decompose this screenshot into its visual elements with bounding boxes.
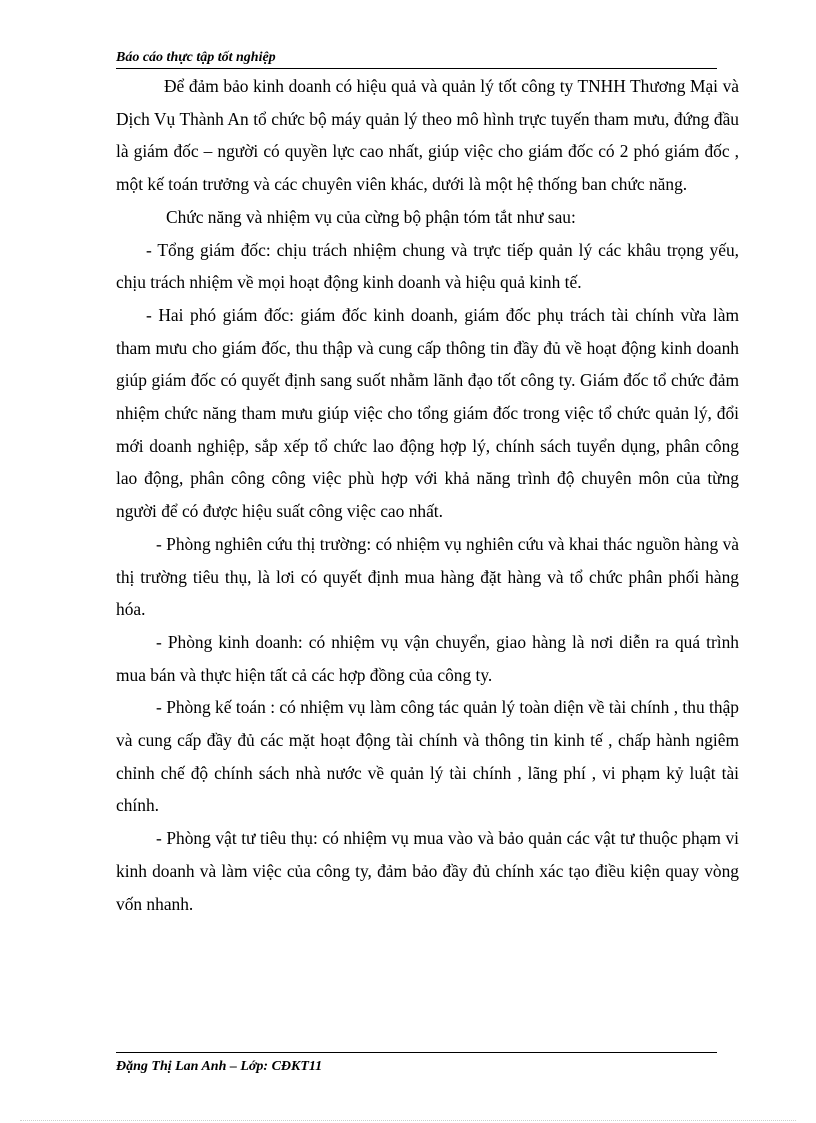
page-footer (116, 1052, 717, 1074)
author-line: Đặng Thị Lan Anh – Lớp: CĐKT11 (116, 1059, 323, 1074)
deputy-directors-paragraph: - Hai phó giám đốc: giám đốc kinh doanh, giám đốc phụ trách tài chính vừa làm tham mưu cho giám đốc, thu thập và cung cấp thông tin đầy đủ về hoạt động kinh doanh giúp giám đốc có quyết định sang suốt nhằm lãnh đạo tốt công ty. Giám đốc tổ chức đảm nhiệm chức năng tham mưu giúp việc cho tổng giám đốc trong việc tổ chức quản lý, đổi mới doanh nghiệp, sắp xếp tổ chức lao động hợp lý, chính sách tuyển dụng, phân công lao động, phân công công việc phù hợp với khả năng trình độ chuyên môn của từng người để có được hiệu suất công việc cao nhất. (116, 304, 739, 522)
business-dept-paragraph: - Phòng kinh doanh: có nhiệm vụ vận chuyển, giao hàng là nơi diễn ra quá trình mua bán và thực hiện tất cả các hợp đồng của công ty. (116, 631, 739, 685)
intro-paragraph: Để đảm bảo kinh doanh có hiệu quả và quản lý tốt công ty TNHH Thương Mại và Dịch Vụ Thành An tổ chức bộ máy quản lý theo mô hình trực tuyến tham mưu, đứng đầu là giám đốc – người có quyền lực cao nhất, giúp việc cho giám đốc có 2 phó giám đốc , một kế toán trưởng và các chuyên viên khác, dưới là một hệ thống ban chức năng. (116, 76, 739, 195)
accounting-dept-paragraph: - Phòng kế toán : có nhiệm vụ làm công tác quản lý toàn diện về tài chính , thu thập và cung cấp đầy đủ các mặt hoạt động tài chính và thông tin kinh tế , chấp hành ngiêm chỉnh chế độ chính sách nhà nước về quản lý tài chính , lãng phí , vi phạm kỷ luật tài chính. (116, 697, 739, 816)
market-research-dept-paragraph: - Phòng nghiên cứu thị trường: có nhiệm vụ nghiên cứu và khai thác nguồn hàng và thị trường tiêu thụ, là lơi có quyết định mua hàng đặt hàng và tổ chức phân phối hàng hóa. (116, 533, 739, 620)
document-body (116, 70, 739, 920)
report-title: Báo cáo thực tập tốt nghiệp (116, 50, 276, 65)
page-header (116, 48, 717, 69)
functions-heading-paragraph: Chức năng và nhiệm vụ của cừng bộ phận tóm tắt như sau: (166, 206, 576, 227)
general-director-paragraph: - Tổng giám đốc: chịu trách nhiệm chung và trực tiếp quản lý các khâu trọng yếu, chịu trách nhiệm về mọi hoạt động kinh doanh và hiệu quả kinh tế. (116, 239, 739, 293)
page-bottom-edge (20, 1120, 796, 1121)
supplies-dept-paragraph: - Phòng vật tư tiêu thụ: có nhiệm vụ mua vào và bảo quản các vật tư thuộc phạm vi kinh doanh và làm việc của công ty, đảm bảo đầy đủ chính xác tạo điều kiện quay vòng vốn nhanh. (116, 828, 739, 914)
